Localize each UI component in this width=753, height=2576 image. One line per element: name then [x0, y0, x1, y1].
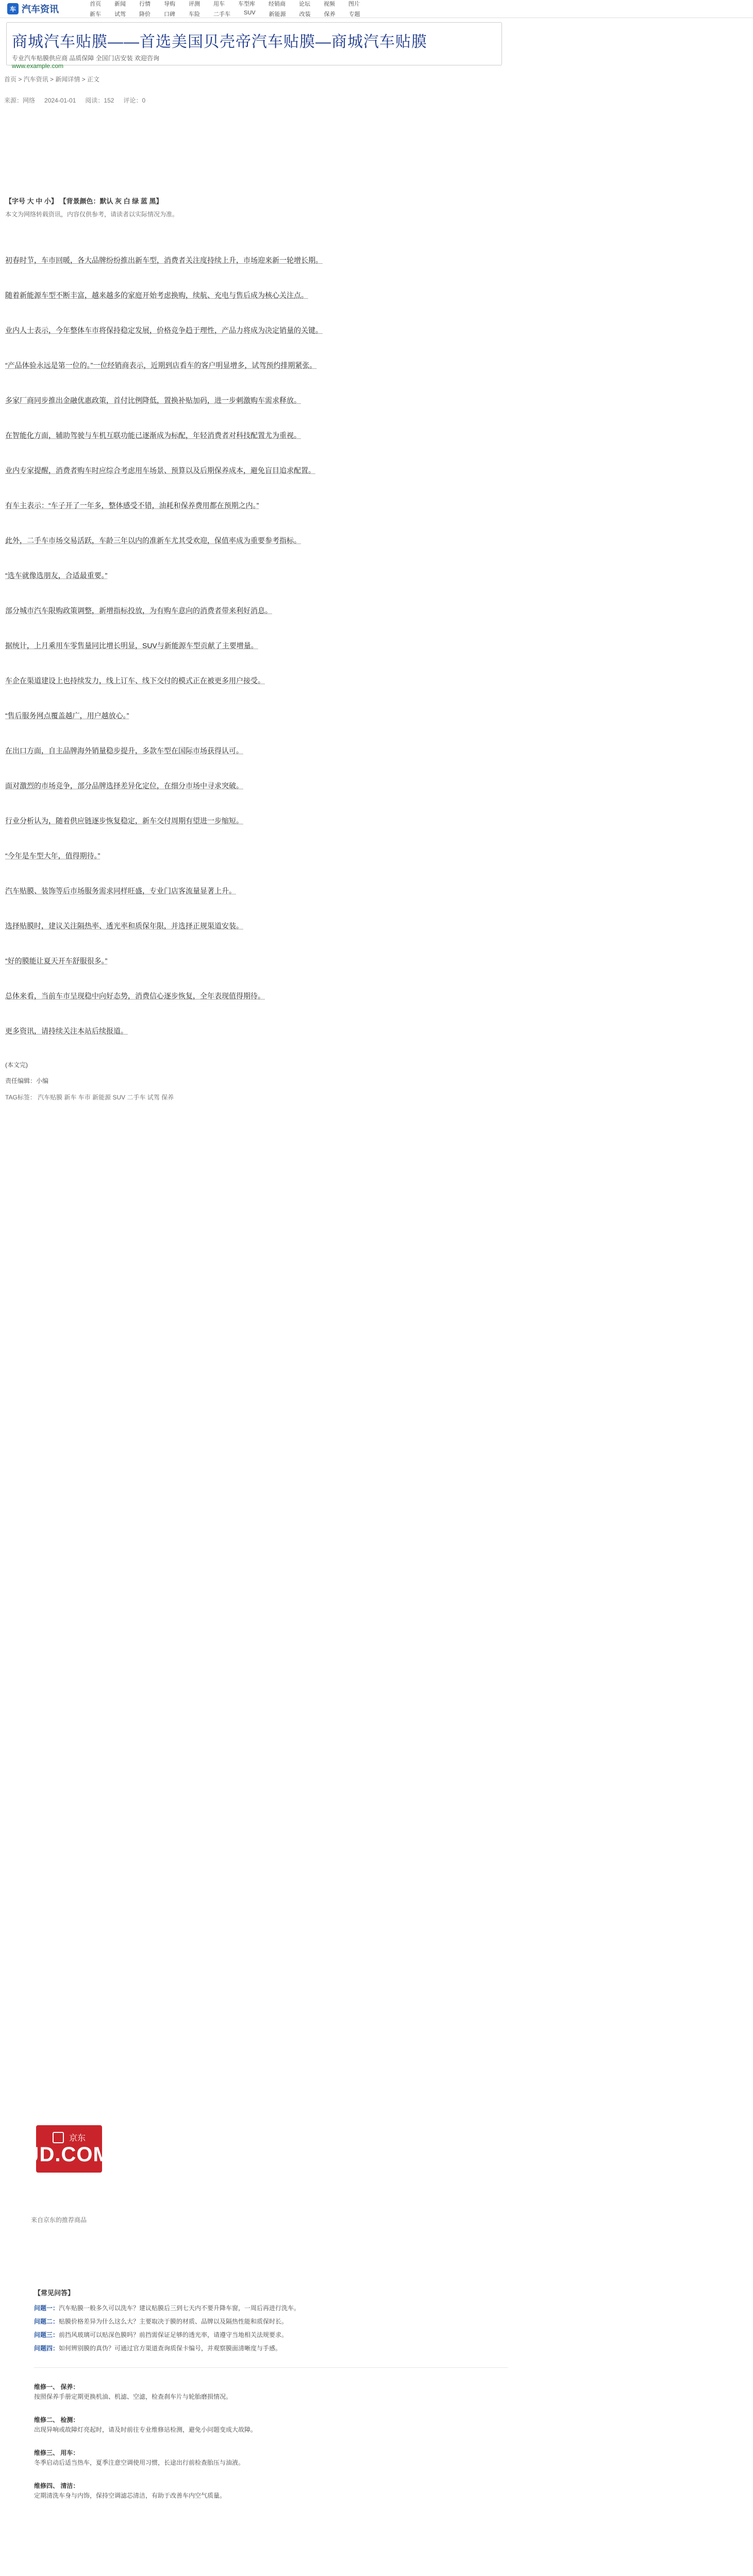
faq-answer: 贴膜价格差异为什么这么大？主要取决于膜的材质、品牌以及隔热性能和质保时长。 [59, 2318, 288, 2325]
nav-link[interactable]: 口碑 [164, 11, 175, 18]
nav-link[interactable]: 车险 [189, 11, 200, 18]
article-paragraph: 在出口方面，自主品牌海外销量稳步提升，多款车型在国际市场获得认可。 [5, 747, 243, 755]
nav-link[interactable]: 导购 [164, 1, 175, 7]
meta-date: 2024-01-01 [44, 96, 76, 104]
article-body [5, 196, 521, 1103]
faq-question[interactable]: 问题四： [34, 2345, 59, 2352]
nav-link[interactable]: 新闻 [114, 1, 126, 7]
maintenance-block [34, 2382, 508, 2402]
faq-item [34, 2317, 508, 2326]
nav-link[interactable]: 试驾 [114, 11, 126, 18]
faq-question[interactable]: 问题二： [34, 2318, 59, 2325]
jd-cn: 京东 [69, 2134, 86, 2143]
article-paragraph: 多家厂商同步推出金融优惠政策，首付比例降低，置换补贴加码，进一步刺激购车需求释放。 [5, 396, 301, 404]
faq-item [34, 2330, 508, 2340]
faq-item [34, 2344, 508, 2353]
article-paragraph: “好的膜能让夏天开车舒服很多。” [5, 957, 108, 965]
faq-answer: 前挡风玻璃可以贴深色膜吗？前挡需保证足够的透光率，请遵守当地相关法规要求。 [59, 2331, 288, 2338]
article-paragraph: 选择贴膜时，建议关注隔热率、透光率和质保年限，并选择正规渠道安装。 [5, 922, 243, 930]
tags-label: TAG标签： [5, 1094, 36, 1101]
article-tags [5, 1092, 521, 1103]
article-paragraph: 随着新能源车型不断丰富，越来越多的家庭开始考虑换购，续航、充电与售后成为核心关注点。 [5, 291, 308, 299]
nav-link[interactable]: 视频 [324, 1, 335, 7]
article-paragraph: 面对激烈的市场竞争，部分品牌选择差异化定位，在细分市场中寻求突破。 [5, 782, 243, 790]
maintenance-block [34, 2415, 508, 2435]
top-navigation [0, 0, 753, 18]
article-paragraph: 行业分析认为，随着供应链逐步恢复稳定，新车交付周期有望进一步缩短。 [5, 817, 243, 825]
article-paragraph: 业内人士表示，今年整体车市将保持稳定发展，价格竞争趋于理性，产品力将成为决定销量的关键。 [5, 326, 323, 334]
article-author: 责任编辑：小编 [5, 1077, 49, 1084]
nav-link[interactable]: 新车 [90, 11, 101, 18]
article-meta [4, 96, 753, 105]
faq-title: 【常见问答】 [34, 2289, 75, 2297]
maintenance-text: 出现异响或故障灯亮起时，请及时前往专业维修站检测，避免小问题变成大故障。 [34, 2426, 257, 2433]
article-paragraph: 据统计，上月乘用车零售量同比增长明显，SUV与新能源车型贡献了主要增量。 [5, 641, 258, 650]
article-paragraph: “售后服务网点覆盖越广，用户越放心。” [5, 711, 129, 720]
maintenance-text: 定期清洗车身与内饰，保持空调滤芯清洁，有助于改善车内空气质量。 [34, 2492, 226, 2499]
maintenance-text: 按照保养手册定期更换机油、机滤、空滤，检查刹车片与轮胎磨损情况。 [34, 2393, 232, 2400]
faq-answer: 汽车贴膜一般多久可以洗车？建议贴膜后三到七天内不要升降车窗，一周后再进行洗车。 [59, 2304, 300, 2312]
maintenance-label: 维修三、 用车： [34, 2449, 79, 2456]
article-paragraph: 部分城市汽车限购政策调整，新增指标投放，为有购车意向的消费者带来利好消息。 [5, 606, 272, 615]
nav-link[interactable]: 降价 [139, 11, 150, 18]
nav-link[interactable]: 用车 [213, 1, 225, 7]
maintenance-label: 维修四、 清洁： [34, 2482, 79, 2489]
faq-section [34, 2287, 508, 2514]
article-paragraphs [5, 255, 521, 1037]
nav-link[interactable]: SUV [244, 10, 256, 16]
ad-banner[interactable] [6, 22, 502, 70]
faq-list [34, 2303, 508, 2353]
article-lead: 本文为网络转载资讯，内容仅供参考，请读者以实际情况为准。 [5, 211, 179, 218]
article-paragraph: 更多资讯，请持续关注本站后续报道。 [5, 1027, 128, 1035]
nav-row [90, 10, 360, 18]
nav-link[interactable]: 行情 [139, 1, 150, 7]
font-size-controls[interactable]: 【字号 大 中 小】 【背景颜色：默认 灰 白 绿 蓝 黑】 [5, 197, 163, 205]
jd-en: JD.COM [27, 2143, 111, 2166]
article-paragraph: 有车主表示：“车子开了一年多，整体感受不错，油耗和保养费用都在预期之内。” [5, 501, 259, 510]
meta-source: 来源：网络 [4, 97, 36, 104]
maintenance-sections [34, 2382, 508, 2501]
nav-link[interactable]: 论坛 [299, 1, 310, 7]
article-paragraph: “选车就像选朋友，合适最重要。” [5, 571, 108, 580]
nav-link[interactable]: 专题 [348, 11, 360, 18]
jd-logo[interactable] [27, 2125, 111, 2173]
faq-question[interactable]: 问题三： [34, 2331, 59, 2338]
nav-link[interactable]: 保养 [324, 11, 336, 18]
article-paragraph: “产品体验永远是第一位的。”一位经销商表示，近期到店看车的客户明显增多，试驾预约排期紧张。 [5, 361, 317, 369]
faq-question[interactable]: 问题一： [34, 2304, 59, 2312]
article-paragraph: 业内专家提醒，消费者购车时应综合考虑用车场景、预算以及后期保养成本，避免盲目追求配置。 [5, 466, 315, 474]
maintenance-label: 维修二、 检测： [34, 2416, 79, 2424]
ad-url[interactable]: www.example.com [12, 62, 64, 70]
article-paragraph: 车企在渠道建设上也持续发力，线上订车、线下交付的模式正在被更多用户接受。 [5, 676, 265, 685]
nav-link[interactable]: 图片 [348, 1, 360, 7]
article-paragraph: “今年是车型大年，值得期待。” [5, 852, 101, 860]
logo-mark-icon: 车 [7, 3, 19, 14]
site-logo[interactable] [7, 2, 90, 15]
maintenance-label: 维修一、 保养： [34, 2383, 79, 2391]
breadcrumb[interactable]: 首页 > 汽车资讯 > 新闻详情 > 正文 [4, 76, 100, 83]
ad-subtitle: 专业汽车贴膜供应商 品质保障 全国门店安装 欢迎咨询 [12, 55, 160, 62]
nav-link[interactable]: 改装 [299, 11, 311, 18]
maintenance-block [34, 2448, 508, 2468]
nav-links [90, 0, 360, 18]
maintenance-block [34, 2481, 508, 2501]
nav-link[interactable]: 评测 [189, 1, 200, 7]
maintenance-text: 冬季启动后适当热车，夏季注意空调使用习惯，长途出行前检查胎压与油液。 [34, 2459, 245, 2466]
article-paragraph: 在智能化方面，辅助驾驶与车机互联功能已逐渐成为标配，年轻消费者对科技配置尤为重视。 [5, 431, 301, 439]
ad-title[interactable]: 商城汽车贴膜——首选美国贝壳帝汽车贴膜—商城汽车贴膜 [12, 33, 427, 50]
nav-link[interactable]: 新能源 [269, 11, 286, 18]
jd-caption: 来自京东的推荐商品 [31, 2216, 87, 2224]
article-paragraph: 初春时节，车市回暖，各大品牌纷纷推出新车型，消费者关注度持续上升，市场迎来新一轮增长期。 [5, 256, 323, 264]
article-paragraph: 汽车贴膜、装饰等后市场服务需求同样旺盛，专业门店客流量显著上升。 [5, 887, 236, 895]
article-paragraph: 总体来看，当前车市呈现稳中向好态势，消费信心逐步恢复，全年表现值得期待。 [5, 992, 265, 1000]
meta-comments[interactable]: 评论：0 [123, 97, 146, 104]
nav-link[interactable]: 二手车 [213, 11, 230, 18]
nav-link[interactable]: 车型库 [238, 1, 255, 7]
nav-link[interactable]: 经销商 [269, 1, 286, 7]
article-end: (本文完) [5, 1061, 28, 1069]
logo-text: 汽车资讯 [22, 4, 59, 14]
article-paragraph: 此外，二手车市场交易活跃，车龄三年以内的准新车尤其受欢迎，保值率成为重要参考指标。 [5, 536, 301, 545]
nav-row [90, 0, 360, 8]
faq-item [34, 2303, 508, 2313]
tags-list[interactable]: 汽车贴膜 新车 车市 新能源 SUV 二手车 试驾 保养 [38, 1094, 174, 1101]
meta-views: 阅读：152 [85, 97, 114, 104]
faq-answer: 如何辨别膜的真伪？可通过官方渠道查询质保卡编号，并观察膜面清晰度与手感。 [59, 2345, 282, 2352]
jd-shield-icon [53, 2132, 64, 2143]
nav-link[interactable]: 首页 [90, 1, 101, 7]
divider [34, 2367, 508, 2368]
